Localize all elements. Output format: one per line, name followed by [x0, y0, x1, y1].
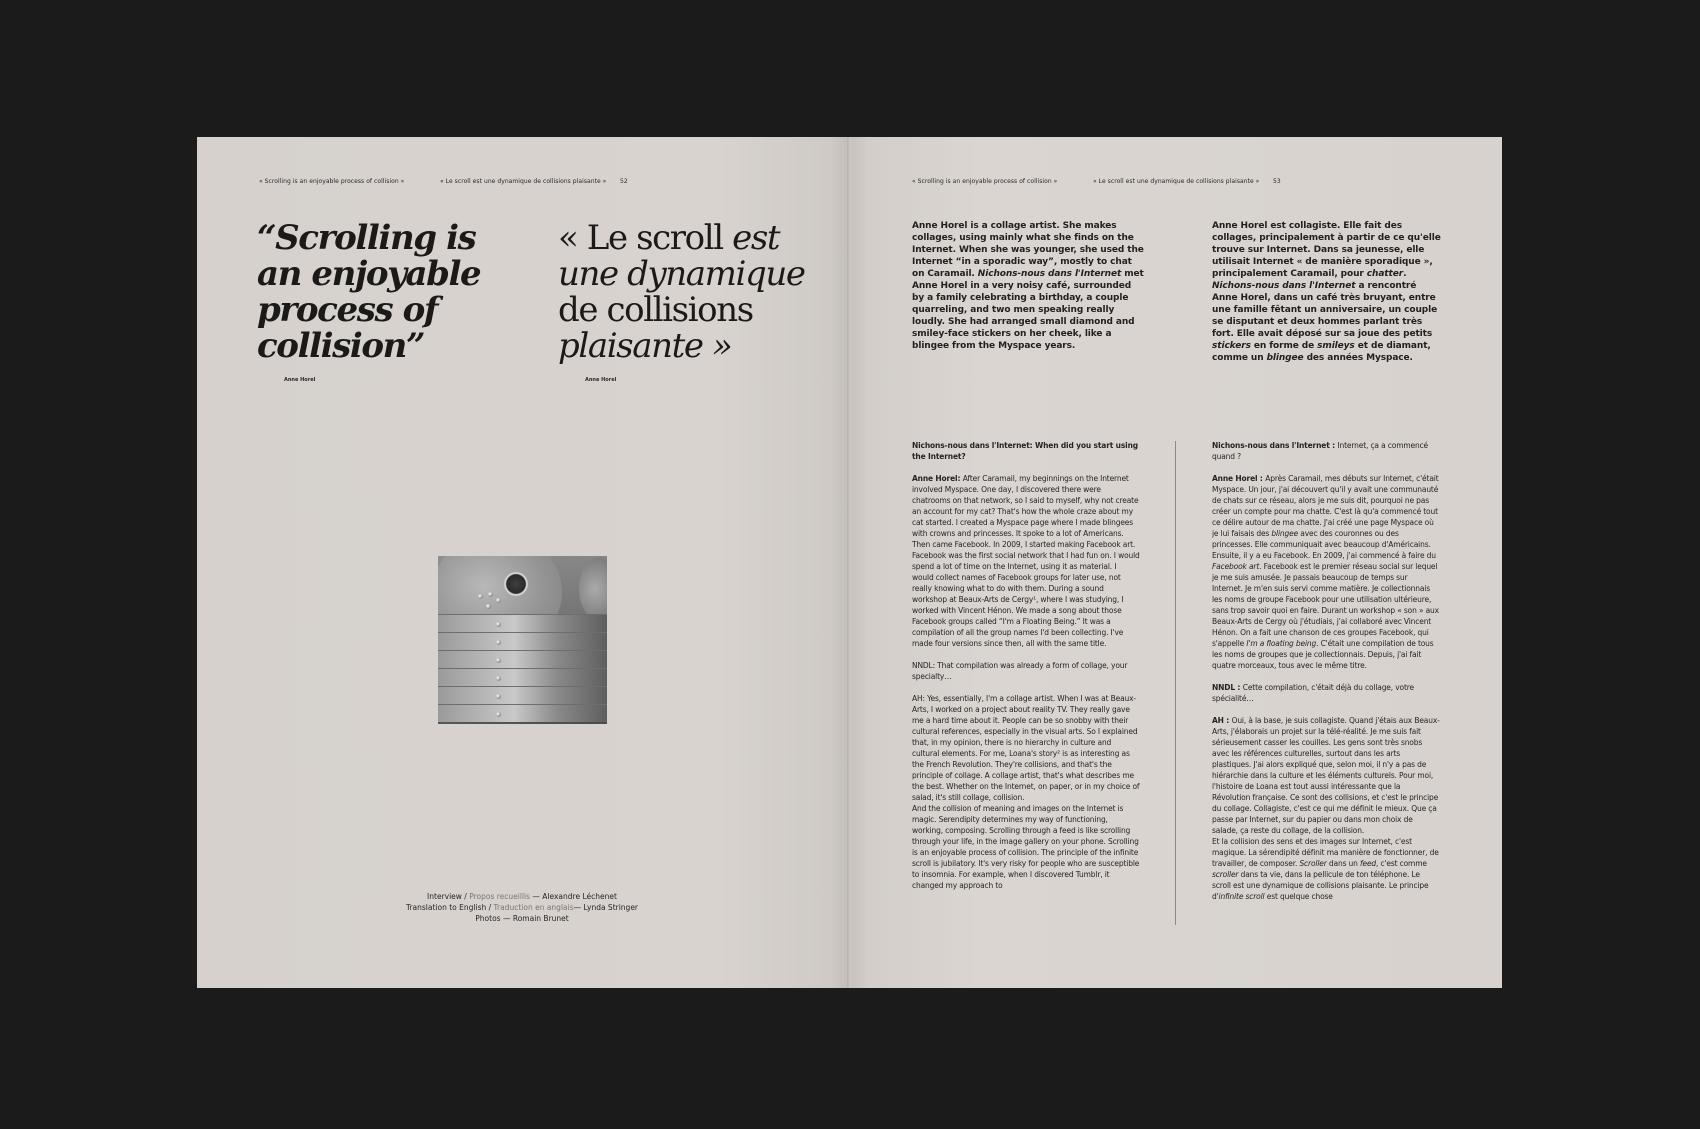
answer-text: feed [1360, 859, 1377, 868]
answer-text: . C'était une compilation de tous les noms de groupes que je collectionnais. Depuis, j'ai fait quatre morceaux, tous avec le même titre. [1212, 639, 1434, 670]
credit-label: Translation to English / [405, 903, 494, 912]
answer-text: dans un [1326, 859, 1360, 868]
answer-text: infinite scroll [1218, 892, 1265, 901]
question: Internet, ça a commencé quand ? [1212, 441, 1429, 461]
credit-name: — Lynda Stringer [573, 903, 639, 912]
answer-text: scroller [1212, 870, 1239, 879]
title-en-line: collision” [257, 326, 425, 366]
diamond-sticker-icon [478, 594, 483, 599]
collage-photo [438, 556, 607, 724]
credit-label-fr: Traduction en anglais [493, 903, 574, 912]
answer-text: est quelque chose [1264, 892, 1333, 901]
intro-text: en forme de [1250, 341, 1318, 351]
speaker: Anne Horel : [1212, 474, 1266, 483]
diamond-sticker-icon [496, 676, 501, 681]
smiley-sticker-icon [504, 572, 528, 596]
speaker: Nichons-nous dans l'Internet : [1212, 441, 1338, 450]
answer-text: dans ta vie, dans la pellicule de ton téléphone. Le scroll est une dynamique de collisions plaisante. Le principe d' [1212, 870, 1429, 901]
body-fr [1212, 440, 1440, 930]
speaker: Anne Horel: [912, 474, 963, 483]
intro-text: Nichons-nous dans l'Internet [1212, 281, 1356, 291]
collage-strip [438, 650, 607, 668]
title-fr-line: « Le scroll [558, 218, 733, 258]
credit-name: — Alexandre Léchenet [530, 892, 617, 901]
title-en-line: an enjoyable [257, 254, 481, 294]
author-fr: Anne Horel [585, 377, 617, 383]
running-header-fr: « Le scroll est une dynamique de collisions plaisante » [440, 178, 607, 185]
spine-gutter [847, 137, 851, 988]
collage-strip [438, 668, 607, 686]
diamond-sticker-icon [496, 694, 501, 699]
answer-text: Après Caramail, mes débuts sur Internet, c'était Myspace. Un jour, j'ai découvert qu'il y avait une communauté de chats sur ce réseau, alors je me suis dit, pourquoi ne pas créer un compte pour ma chatte. C'est là qu'a commencé tout ce délire autour de ma chatte. J'ai créé une page Myspace où je lui faisais des [1212, 474, 1439, 538]
answer-text: Scroller [1299, 859, 1327, 868]
answer-text: After Caramail, my beginnings on the Internet involved Myspace. One day, I discovered there were chatrooms on that network, so I said to myself, why not create an account for my cat? That's how the whole craze about my cat started. I created a Myspace page where I made blingees with crowns and princesses. It spoke to a lot of Americans. [912, 474, 1139, 538]
title-en [257, 220, 480, 364]
intro-fr [1212, 220, 1444, 364]
credit-photos: Photos — Romain Brunet [475, 914, 569, 923]
question: Nichons-nous dans l'Internet: When did you start using the Internet? [912, 441, 1138, 461]
title-fr-line: plaisante » [558, 326, 732, 366]
intro-text: stickers [1212, 341, 1251, 351]
question: Cette compilation, c'était déjà du collage, votre spécialité… [1212, 683, 1414, 703]
intro-text: smileys [1317, 341, 1355, 351]
intro-text: a rencontré Anne Horel, dans un café très bruyant, entre une famille fêtant un anniversaire, un couple se disputant et deux hommes parlant très fort. Elle avait déposé sur sa joue des petits [1212, 281, 1438, 339]
collage-strip [438, 632, 607, 650]
collage-strip [438, 686, 607, 704]
intro-en [912, 220, 1144, 352]
answer-text: . Facebook est le premier réseau social sur lequel je me suis amusée. Je passais beaucoup de temps sur Internet. Je m'en suis servi comme matière. Je collectionnais les noms de groupe Facebook pour une utilisation ultérieure, sans trop savoir quoi en faire. Durant un workshop « son » aux Beaux-Arts de Cergy où j'étudiais, j'ai collaboré avec Vincent Hénon. On a fait une chanson de ces groupes Facebook, qui s'appelle [1212, 562, 1439, 648]
answer-text: Ensuite, il y a eu Facebook. En 2009, j'ai commencé à faire du [1212, 551, 1436, 560]
intro-text: . [1403, 269, 1407, 279]
credit-label-fr: Propos recueillis [469, 892, 531, 901]
answer-text: blingee [1271, 529, 1299, 538]
answer-text: Oui, à la base, je suis collagiste. Quand j'étais aux Beaux-Arts, j'élaborais un projet sur la télé-réalité. Je me suis fait sérieusement casser les couilles. Les gens sont très snobs avec les références culturelles, surtout dans les arts plastiques. J'ai alors expliqué que, selon moi, il n'y a pas de hiérarchie dans la culture et les éléments culturels. Pour moi, l'histoire de Loana est tout aussi intéressante que la Révolution française. Ce sont des collisions, et c'est le principe du collage. Collagiste, c'est ce qui me définit le mieux. Que ça passe par Internet, sur du papier ou dans mon choix de salade, ça reste du collage, de la collision. [1212, 716, 1440, 835]
credit-label: Interview / [427, 892, 470, 901]
collage-strip [438, 614, 607, 632]
title-en-line: process of [257, 290, 438, 330]
answer-text: And the collision of meaning and images on the Internet is magic. Serendipity determines my way of functioning, working, composing. Scrolling through a feed is like scrolling through your life, in the image gallery on your phone. Scrolling is an enjoyable process of collision. The principle of the infinite scroll is jubilatory. It's very risky for people who are susceptible to insomnia. For example, when I discovered Tumblr, it changed my approach to [912, 804, 1140, 890]
intro-text: Anne Horel is a collage artist. She makes collages, using mainly what she finds on the Internet. When she was younger, she used the Internet “in a sporadic way”, mostly to chat on Caramail. [912, 221, 1144, 279]
answer-text: Then came Facebook. In 2009, I started making Facebook art. Facebook was the first social network that I had fun on. I would spend a lot of time on the Internet, using it as material. I would collect names of Facebook groups for later use, not really knowing what to do with them. During a sound workshop at Beaux-Arts de Cergy¹, where I was studying, I worked with Vincent Hénon. We made a song about those Facebook groups called “I'm a Floating Being.” It was a compilation of all the group names I'd been collecting. I've made four versions since then, all with the same title. [912, 540, 1140, 648]
title-en-line: “Scrolling is [257, 218, 476, 258]
answer-text: I'm a floating being [1246, 639, 1317, 648]
answer-text: , c'est comme [1376, 859, 1427, 868]
body-en [912, 440, 1140, 930]
intro-text: et de diamant, comme un [1212, 341, 1431, 363]
title-fr [558, 220, 805, 364]
intro-text: chatter [1366, 269, 1404, 279]
speaker: AH : [1212, 716, 1232, 725]
diamond-sticker-icon [496, 622, 501, 627]
diamond-sticker-icon [486, 604, 491, 609]
credits [362, 891, 682, 924]
intro-text: met Anne Horel in a very noisy café, surrounded by a family celebrating a birthday, a couple quarreling, and two men speaking really loudly. She had arranged small diamond and smiley-face stickers on her cheek, like a blingee from the Myspace years. [912, 269, 1144, 351]
title-fr-line: de collisions [558, 290, 753, 330]
intro-text: Anne Horel est collagiste. Elle fait des collages, principalement à partir de ce qu'elle trouve sur Internet. Dans sa jeunesse, elle utilisait Internet « de manière sporadique », principalement Caramail, pour [1212, 221, 1441, 279]
intro-text: des années Myspace. [1303, 353, 1413, 363]
diamond-sticker-icon [496, 598, 501, 603]
diamond-sticker-icon [488, 592, 493, 597]
author-en: Anne Horel [284, 377, 316, 383]
diamond-sticker-icon [496, 712, 501, 717]
speaker: NNDL : [1212, 683, 1243, 692]
answer-text: Et la collision des sens et des images sur Internet, c'est magique. La sérendipité définit ma manière de fonctionner, de travailler, de composer. [1212, 837, 1439, 868]
title-fr-line: une dynamique [558, 254, 805, 294]
answer-text: Facebook art [1212, 562, 1260, 571]
column-divider [1175, 441, 1176, 925]
answer-text: avec des couronnes ou des princesses. Elle communiquait avec beaucoup d'Américains. [1212, 529, 1431, 549]
answer-text: AH: Yes, essentially, I'm a collage artist. When I was at Beaux-Arts, I worked on a project about reality TV. They really gave me a hard time about it. People can be so snobby with their cultural references, especially in the visual arts. So I explained that, in my opinion, there is no hierarchy in culture and cultural elements. For me, Loana's story² is as interesting as the French Revolution. They're collisions, and that's the principle of collage. A collage artist, that's what describes me the best. Whether on the Internet, on paper, or in my choice of salad, it's still collage, collision. [912, 694, 1140, 802]
intro-text: Nichons-nous dans l'Internet [977, 269, 1122, 279]
ear-shape [579, 558, 607, 620]
running-header-en: « Scrolling is an enjoyable process of collision » [912, 178, 1058, 185]
page-number: 53 [1273, 178, 1281, 185]
diamond-sticker-icon [496, 658, 501, 663]
question: NNDL: That compilation was already a form of collage, your specialty… [912, 661, 1128, 681]
page-number: 52 [620, 178, 628, 185]
collage-strip [438, 704, 607, 722]
running-header-fr: « Le scroll est une dynamique de collisions plaisante » [1093, 178, 1260, 185]
diamond-sticker-icon [496, 640, 501, 645]
running-header-en: « Scrolling is an enjoyable process of collision » [259, 178, 405, 185]
intro-text: blingee [1266, 353, 1304, 363]
title-fr-line: est [732, 218, 780, 258]
